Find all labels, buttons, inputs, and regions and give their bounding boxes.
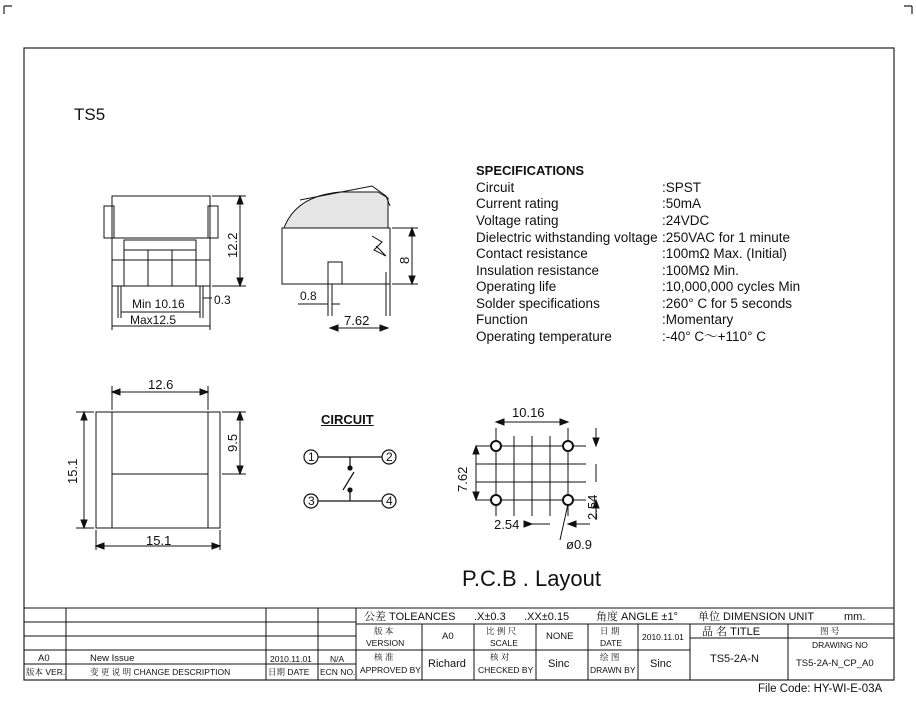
spec-value: :10,000,000 cycles Min — [662, 279, 801, 294]
spec-value: :100MΩ Min. — [662, 263, 739, 278]
top-width-top-dim: 12.6 — [148, 377, 174, 392]
title-value: TS5-2A-N — [710, 653, 759, 665]
pcb-grid-h-dim: 2.54 — [494, 517, 520, 532]
circuit-pin-1: 1 — [308, 450, 315, 464]
version-value: A0 — [442, 631, 454, 642]
spec-label: Operating temperature — [476, 329, 612, 344]
corner-marks — [4, 6, 912, 14]
part-title: TS5 — [74, 105, 106, 124]
approved-cn: 核 准 — [374, 652, 394, 662]
drawing-cn: 图 号 — [820, 626, 840, 636]
spec-label: Function — [476, 312, 528, 327]
top-width-bottom-dim: 15.1 — [146, 533, 172, 548]
revision-ecn: N/A — [330, 654, 345, 664]
revision-description: New Issue — [90, 653, 135, 664]
pcb-grid-v-dim: 2.54 — [585, 494, 600, 520]
spec-value: :Momentary — [662, 312, 734, 327]
front-min-width-dim: Min 10.16 — [132, 297, 185, 311]
spec-label: Insulation resistance — [476, 263, 600, 278]
tolerance-x: .X±0.3 — [474, 611, 506, 623]
drawing-frame — [24, 48, 894, 680]
unit-value: mm. — [844, 611, 866, 623]
pcb-height-dim: 7.62 — [455, 466, 470, 492]
spec-value: :100mΩ Max. (Initial) — [662, 246, 787, 261]
spec-label: Voltage rating — [476, 213, 559, 228]
front-max-width-dim: Max12.5 — [130, 313, 177, 327]
spec-value: :260° C for 5 seconds — [662, 296, 792, 311]
front-height-dim: 12.2 — [225, 232, 240, 258]
spec-value: :24VDC — [662, 213, 710, 228]
file-code: File Code: HY-WI-E-03A — [758, 683, 883, 695]
spec-value: :SPST — [662, 180, 702, 195]
scale-cn: 比 例 尺 — [486, 626, 517, 636]
top-inner-height-dim: 9.5 — [225, 433, 240, 452]
pcb-layout — [473, 419, 599, 540]
spec-value: :-40° C～+110° C — [662, 329, 766, 344]
pcb-width-dim: 10.16 — [512, 405, 545, 420]
scale-en: SCALE — [490, 638, 518, 648]
spec-label: Circuit — [476, 180, 515, 195]
top-view — [76, 386, 246, 550]
spec-value: :250VAC for 1 minute — [662, 230, 791, 245]
drawn-value: Sinc — [650, 658, 672, 670]
unit-label: 单位 DIMENSION UNIT — [698, 611, 815, 623]
angle-tolerance: 角度 ANGLE ±1° — [596, 611, 678, 623]
spec-label: Contact resistance — [476, 246, 588, 261]
date-value: 2010.11.01 — [642, 632, 684, 642]
side-height-dim: 8 — [397, 256, 412, 264]
drawn-en: DRAWN BY — [590, 665, 636, 675]
header-version: 版本 VER. — [26, 667, 66, 677]
tolerance-xx: .XX±0.15 — [524, 611, 570, 623]
front-pin-offset-dim: 0.3 — [214, 293, 231, 307]
date-en: DATE — [600, 638, 623, 648]
spec-label: Current rating — [476, 196, 559, 211]
pcb-layout-title: P.C.B . Layout — [462, 566, 602, 591]
tolerances-label: 公差 TOLEANCES — [364, 611, 456, 623]
header-description: 变 更 说 明 CHANGE DESCRIPTION — [90, 667, 231, 677]
circuit-pin-4: 4 — [386, 494, 393, 508]
spec-value: :50mA — [662, 196, 702, 211]
scale-value: NONE — [546, 631, 574, 642]
drawn-cn: 绘 图 — [600, 652, 620, 662]
header-date: 日期 DATE — [268, 667, 310, 677]
circuit-title: CIRCUIT — [321, 412, 374, 427]
date-cn: 日 期 — [600, 626, 620, 636]
spec-label: Dielectric withstanding voltage — [476, 230, 658, 245]
spec-label: Operating life — [476, 279, 557, 294]
specifications-heading: SPECIFICATIONS — [476, 163, 585, 178]
drawing-en: DRAWING NO — [812, 640, 868, 650]
side-pin-dim: 0.8 — [300, 289, 317, 303]
revision-version: A0 — [38, 653, 50, 664]
approved-value: Richard — [428, 658, 466, 670]
revision-date: 2010.11.01 — [270, 654, 312, 664]
drawing-value: TS5-2A-N_CP_A0 — [796, 658, 874, 669]
circuit-pin-3: 3 — [308, 494, 315, 508]
checked-en: CHECKED BY — [478, 665, 534, 675]
title-label: 品 名 TITLE — [702, 626, 761, 638]
version-cn: 版 本 — [374, 626, 394, 636]
checked-value: Sinc — [548, 658, 570, 670]
circuit-pin-2: 2 — [386, 450, 393, 464]
version-en: VERSION — [366, 638, 405, 648]
top-height-dim: 15.1 — [65, 458, 80, 484]
header-ecn: ECN NO. — [320, 667, 356, 677]
circuit-diagram — [304, 450, 396, 508]
side-pitch-dim: 7.62 — [344, 313, 370, 328]
spec-label: Solder specifications — [476, 296, 600, 311]
checked-cn: 核 对 — [490, 652, 510, 662]
approved-en: APPROVED BY — [360, 665, 421, 675]
pcb-hole-dim: ø0.9 — [566, 537, 593, 552]
